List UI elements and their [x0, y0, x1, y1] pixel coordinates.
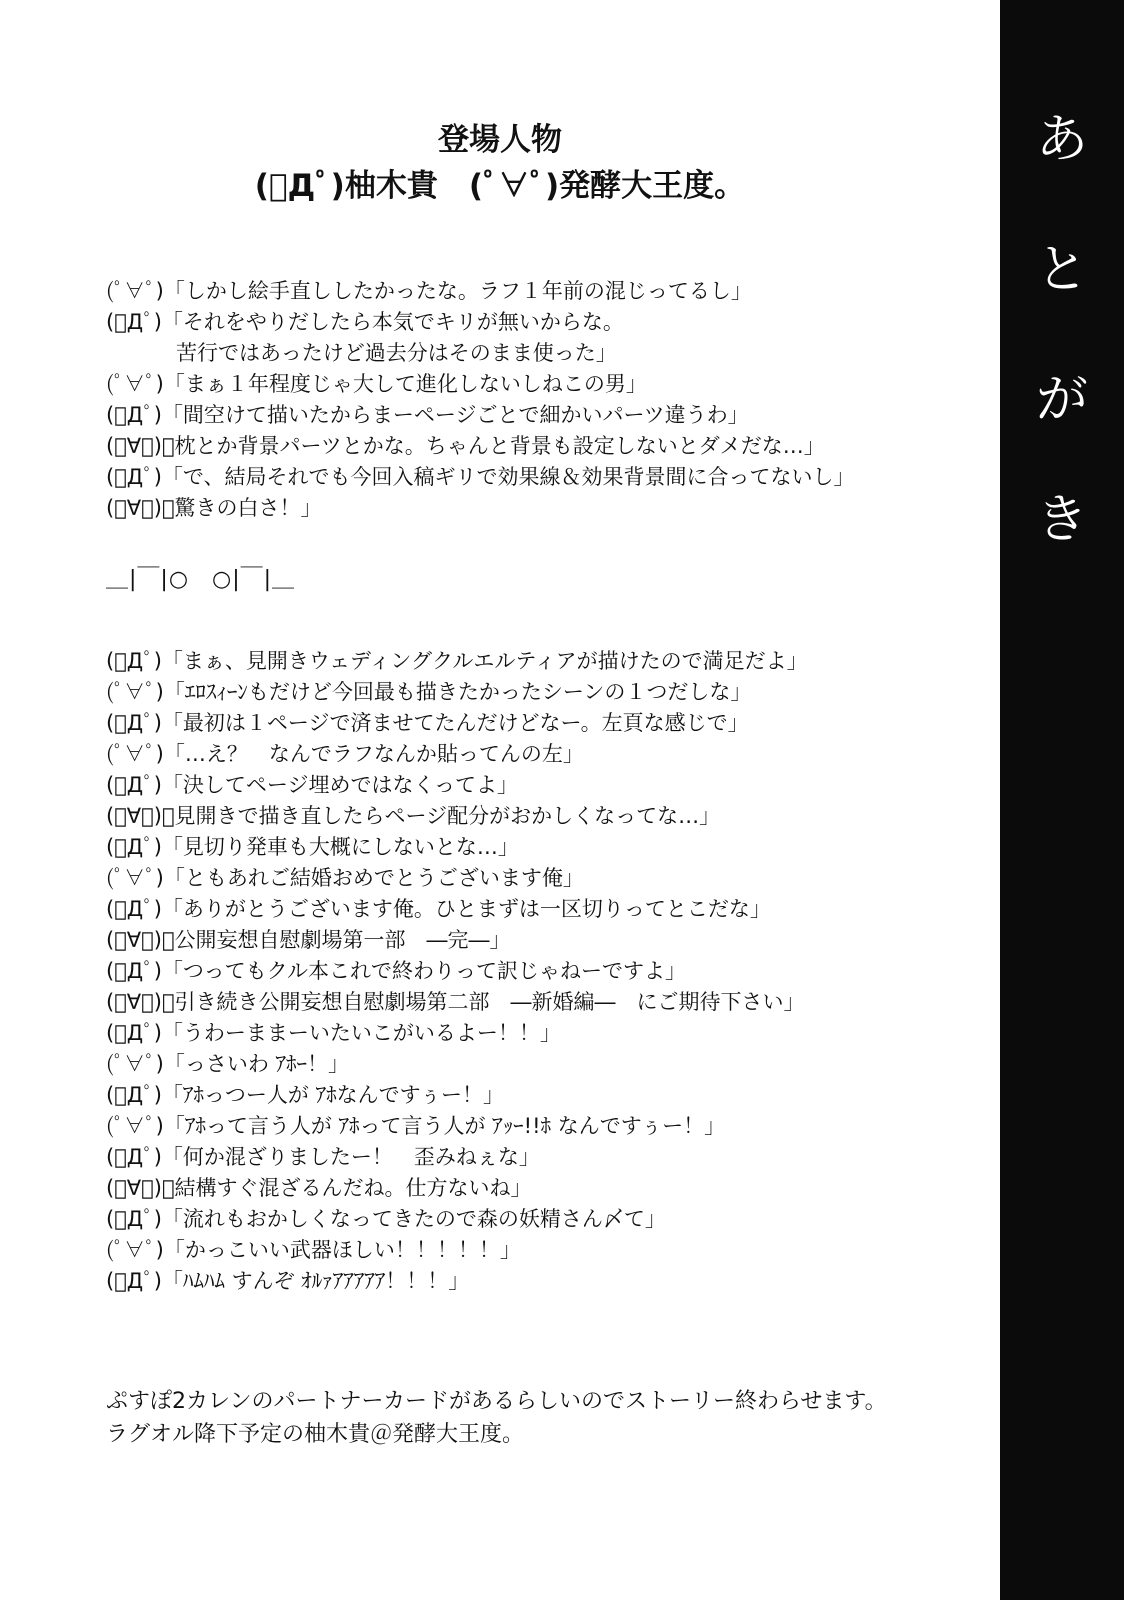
sidebar-title-panel	[1000, 0, 1124, 1600]
dialogue-line: (ﾟ∀ﾟ)「しかし絵手直ししたかったな。ラフ１年前の混じってるし」	[106, 279, 752, 303]
dialogue-line: (ﾟ∀ﾟ)「引き続き公開妄想自慰劇場第二部 ―新婚編― にご期待下さい」	[106, 990, 805, 1014]
dialogue-line: (ﾟ∀ﾟ)「驚きの白さ！」	[106, 496, 322, 520]
ascii-art: ＿|￣|○ ○|￣|＿	[106, 567, 296, 592]
dialogue-line: (ﾟ∀ﾟ)「ｱﾎって言う人が ｱﾎって言う人が ｱｯｰ!!ﾎ なんですぅー！」	[106, 1114, 726, 1138]
dialogue-line: (ﾟДﾟ)「流れもおかしくなってきたので森の妖精さん〆て」	[106, 1207, 666, 1231]
dialogue-line: (ﾟДﾟ)「決してページ埋めではなくってよ」	[106, 773, 519, 797]
dialogue-line: (ﾟДﾟ)「ｱﾎっつー人が ｱﾎなんですぅー！」	[106, 1083, 504, 1107]
dialogue-line: (ﾟ∀ﾟ)「公開妄想自慰劇場第一部 ―完―」	[106, 928, 511, 952]
dialogue-block-2	[106, 646, 966, 1297]
dialogue-line: (ﾟ∀ﾟ)「…え？ なんでラフなんか貼ってんの左」	[106, 742, 584, 766]
sidebar-title-char: あ	[1035, 110, 1088, 170]
dialogue-line: (ﾟДﾟ)「それをやりだしたら本気でキリが無いからな。	[106, 310, 624, 334]
dialogue-line: (ﾟДﾟ)「見切り発車も大概にしないとな…」	[106, 835, 519, 859]
dialogue-line: (ﾟДﾟ)「つってもクル本これで終わりって訳じゃねーですよ」	[106, 959, 687, 983]
dialogue-line: (ﾟДﾟ)「まぁ、見開きウェディングクルエルティアが描けたので満足だよ」	[106, 649, 808, 673]
dialogue-line: (ﾟДﾟ)「ﾊﾑﾊﾑ すんぞ ｵﾙｧｱｱｱｱｱ！！！」	[106, 1269, 470, 1293]
closing-line: ラグオル降下予定の柚木貴＠発酵大王度。	[106, 1422, 525, 1447]
dialogue-line: (ﾟ∀ﾟ)「枕とか背景パーツとかな。ちゃんと背景も設定しないとダメだな…」	[106, 434, 825, 458]
dialogue-line: (ﾟ∀ﾟ)「見開きで描き直したらページ配分がおかしくなってな…」	[106, 804, 721, 828]
dialogue-line: (ﾟ∀ﾟ)「結構すぐ混ざるんだね。仕方ないね」	[106, 1176, 532, 1200]
closing-line: ぷすぽ2カレンのパートナーカードがあるらしいのでストーリー終わらせます。	[106, 1389, 887, 1414]
dialogue-line: (ﾟДﾟ)「ありがとうございます俺。ひとまずは一区切りってとこだな」	[106, 897, 771, 921]
cast-heading: 登場人物	[438, 122, 562, 158]
dialogue-line: (ﾟДﾟ)「何か混ざりましたー！ 歪みねぇな」	[106, 1145, 540, 1169]
dialogue-line: (ﾟ∀ﾟ)「かっこいい武器ほしい！！！！！」	[106, 1238, 521, 1262]
dialogue-line-continuation: 苦行ではあったけど過去分はそのまま使った」	[176, 341, 617, 365]
dialogue-block-1	[106, 276, 966, 524]
dialogue-line: (ﾟ∀ﾟ)「ｴﾛｽｨｰﾝもだけど今回最も描きたかったシーンの１つだしな」	[106, 680, 752, 704]
sidebar-title-char: が	[1035, 370, 1088, 430]
dialogue-line: (ﾟДﾟ)「で、結局それでも今回入稿ギリで効果線＆効果背景間に合ってないし」	[106, 465, 855, 489]
dialogue-line: (ﾟ∀ﾟ)「ともあれご結婚おめでとうございます俺」	[106, 866, 584, 890]
dialogue-line: (ﾟ∀ﾟ)「っさいわ ｱﾎｰ！」	[106, 1052, 350, 1076]
sidebar-title-char: き	[1035, 490, 1088, 550]
dialogue-line: (ﾟДﾟ)「最初は１ページで済ませてたんだけどなー。左頁な感じで」	[106, 711, 749, 735]
sidebar-title-char: と	[1035, 240, 1088, 300]
dialogue-line: (ﾟДﾟ)「間空けて描いたからまーページごとで細かいパーツ違うわ」	[106, 403, 749, 427]
dialogue-line: (ﾟ∀ﾟ)「まぁ１年程度じゃ大して進化しないしねこの男」	[106, 372, 647, 396]
dialogue-line: (ﾟДﾟ)「うわーままーいたいこがいるよー！！」	[106, 1021, 561, 1045]
cast-names: (ﾟДﾟ)柚木貴 (ﾟ∀ﾟ)発酵大王度。	[254, 168, 746, 204]
closing-block	[106, 1385, 966, 1451]
